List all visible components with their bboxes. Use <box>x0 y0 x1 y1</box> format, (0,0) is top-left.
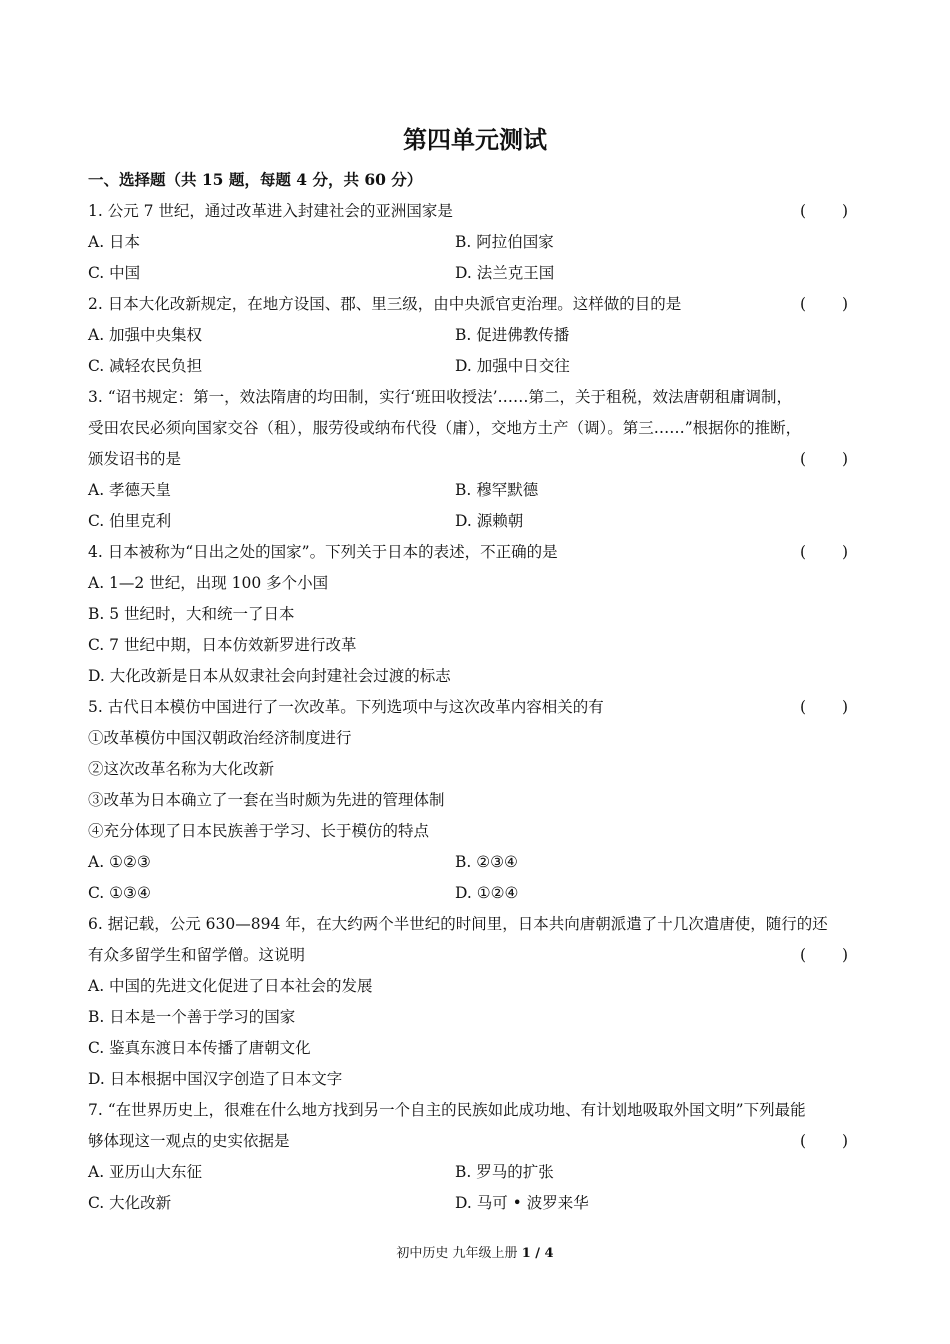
answer-option: C. ①③④ <box>88 884 151 902</box>
answer-paren-close: ) <box>841 543 848 561</box>
option-row <box>88 320 862 351</box>
page-footer <box>0 1244 950 1264</box>
question-stem-line <box>88 940 862 971</box>
answer-paren-close: ) <box>841 698 848 716</box>
question-stem-text: 受田农民必须向国家交谷（租），服劳役或纳布代役（庸），交地方土产（调）。第三……”根据你的推断， <box>88 419 802 437</box>
question-statement: ④充分体现了日本民族善于学习、长于模仿的特点 <box>88 822 430 840</box>
answer-option: B. 促进佛教传播 <box>455 326 570 344</box>
answer-option: A. 孝德天皇 <box>88 481 172 499</box>
question-stem-text: 颁发诏书的是 <box>88 450 182 468</box>
footer-subject: 初中历史 九年级上册 <box>396 1246 518 1261</box>
answer-option: D. 法兰克王国 <box>455 264 555 282</box>
option-row <box>88 1188 862 1219</box>
answer-option: A. 亚历山大东征 <box>88 1163 203 1181</box>
option-row <box>88 227 862 258</box>
question-7 <box>88 1095 862 1219</box>
question-stem-line <box>88 537 862 568</box>
answer-paren-close: ) <box>841 295 848 313</box>
page-title: 第四单元测试 <box>403 125 547 154</box>
answer-option: B. 5 世纪时，大和统一了日本 <box>88 605 295 623</box>
answer-blank <box>800 537 848 568</box>
question-stem-line <box>88 692 862 723</box>
question-statement: ①改革模仿中国汉朝政治经济制度进行 <box>88 729 352 747</box>
option-row <box>88 258 862 289</box>
answer-blank <box>800 196 848 227</box>
question-stem-line <box>88 909 862 940</box>
question-stem-text: 4. 日本被称为“日出之处的国家”。下列关于日本的表述，不正确的是 <box>88 543 558 561</box>
answer-option: B. 日本是一个善于学习的国家 <box>88 1008 296 1026</box>
option-row <box>88 1157 862 1188</box>
answer-option: A. ①②③ <box>88 853 151 871</box>
question-1 <box>88 196 862 289</box>
answer-blank <box>800 940 848 971</box>
answer-option: D. 马可 • 波罗来华 <box>455 1194 589 1212</box>
answer-option: D. 日本根据中国汉字创造了日本文字 <box>88 1070 343 1088</box>
question-stem-text: 够体现这一观点的史实依据是 <box>88 1132 290 1150</box>
question-5 <box>88 692 862 909</box>
question-4 <box>88 537 862 692</box>
question-stem-text: 7. “在世界历史上，很难在什么地方找到另一个自主的民族如此成功地、有计划地吸取外国文明”下列最能 <box>88 1101 806 1119</box>
question-2 <box>88 289 862 382</box>
answer-option: A. 中国的先进文化促进了日本社会的发展 <box>88 977 373 995</box>
option-row <box>88 475 862 506</box>
answer-paren-open: ( <box>800 698 807 716</box>
answer-paren-open: ( <box>800 450 807 468</box>
question-stem-line <box>88 1095 862 1126</box>
question-stem-text: 5. 古代日本模仿中国进行了一次改革。下列选项中与这次改革内容相关的有 <box>88 698 604 716</box>
answer-blank <box>800 444 848 475</box>
answer-option: D. 源赖朝 <box>455 512 524 530</box>
question-6 <box>88 909 862 1095</box>
question-stem-line <box>88 289 862 320</box>
answer-option: D. 大化改新是日本从奴隶社会向封建社会过渡的标志 <box>88 667 451 685</box>
question-statement: ③改革为日本确立了一套在当时颇为先进的管理体制 <box>88 791 445 809</box>
answer-blank <box>800 1126 848 1157</box>
answer-option: A. 日本 <box>88 233 141 251</box>
answer-option: B. ②③④ <box>455 853 518 871</box>
question-stem-text: 1. 公元 7 世纪，通过改革进入封建社会的亚洲国家是 <box>88 202 453 220</box>
answer-option: C. 鉴真东渡日本传播了唐朝文化 <box>88 1039 311 1057</box>
question-stem-text: 3. “诏书规定：第一，效法隋唐的均田制，实行‘班田收授法’……第二，关于租税，效法唐朝租庸调制， <box>88 388 792 406</box>
answer-option: D. 加强中日交往 <box>455 357 570 375</box>
option-row <box>88 351 862 382</box>
answer-option: C. 减轻农民负担 <box>88 357 203 375</box>
question-stem-line <box>88 413 862 444</box>
answer-option: C. 中国 <box>88 264 141 282</box>
question-stem-text: 有众多留学生和留学僧。这说明 <box>88 946 306 964</box>
answer-option: D. ①②④ <box>455 884 519 902</box>
answer-option: C. 大化改新 <box>88 1194 172 1212</box>
question-3 <box>88 382 862 537</box>
answer-option: B. 阿拉伯国家 <box>455 233 554 251</box>
answer-option: B. 穆罕默德 <box>455 481 539 499</box>
answer-paren-close: ) <box>841 1132 848 1150</box>
answer-paren-open: ( <box>800 946 807 964</box>
answer-option: B. 罗马的扩张 <box>455 1163 554 1181</box>
question-stem-text: 2. 日本大化改新规定，在地方设国、郡、里三级，由中央派官吏治理。这样做的目的是 <box>88 295 682 313</box>
answer-paren-close: ) <box>841 450 848 468</box>
answer-blank <box>800 692 848 723</box>
footer-page-number: 1 / 4 <box>521 1246 554 1261</box>
answer-blank <box>800 289 848 320</box>
answer-paren-close: ) <box>841 202 848 220</box>
option-row <box>88 847 862 878</box>
option-row <box>88 506 862 537</box>
answer-option: C. 7 世纪中期，日本仿效新罗进行改革 <box>88 636 357 654</box>
question-stem-line <box>88 196 862 227</box>
answer-option: A. 1—2 世纪，出现 100 多个小国 <box>88 574 329 592</box>
question-stem-line <box>88 444 862 475</box>
option-row <box>88 878 862 909</box>
answer-option: C. 伯里克利 <box>88 512 172 530</box>
answer-paren-open: ( <box>800 202 807 220</box>
question-list <box>88 196 862 1219</box>
answer-option: A. 加强中央集权 <box>88 326 203 344</box>
answer-paren-open: ( <box>800 295 807 313</box>
answer-paren-close: ) <box>841 946 848 964</box>
question-stem-text: 6. 据记载，公元 630—894 年，在大约两个半世纪的时间里，日本共向唐朝派遣了十几次遣唐使，随行的还 <box>88 915 828 933</box>
answer-paren-open: ( <box>800 1132 807 1150</box>
question-stem-line <box>88 1126 862 1157</box>
question-statement: ②这次改革名称为大化改新 <box>88 760 275 778</box>
answer-paren-open: ( <box>800 543 807 561</box>
section-heading: 一、选择题（共 15 题，每题 4 分，共 60 分） <box>88 170 423 189</box>
question-stem-line <box>88 382 862 413</box>
